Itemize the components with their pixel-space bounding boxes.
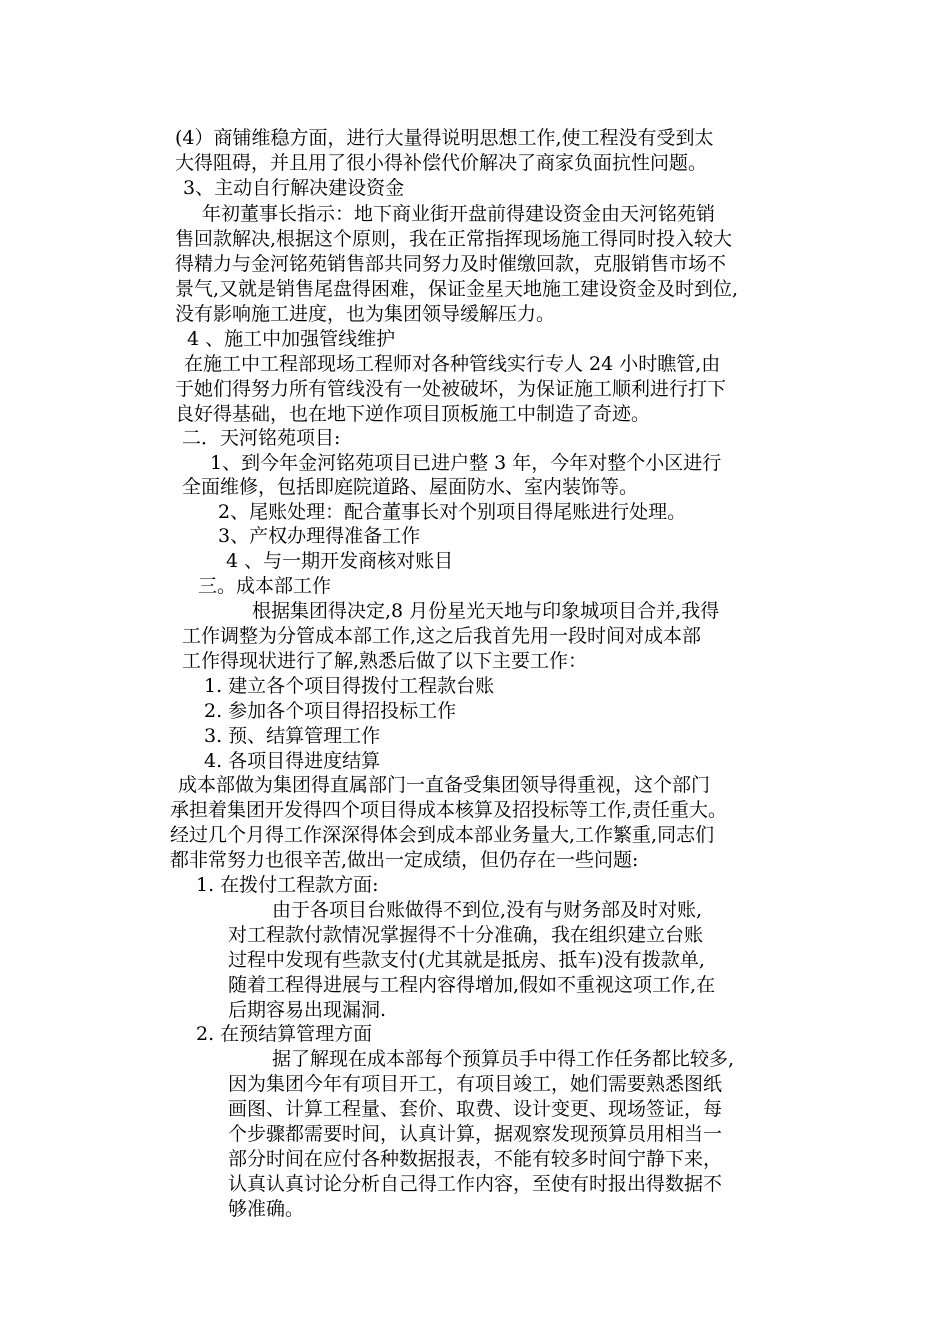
text-line: 由于各项目台账做得不到位,没有与财务部及时对账, [272, 899, 703, 921]
list-item: 1. 建立各个项目得拨付工程款台账 [204, 675, 495, 697]
text-line: 售回款解决,根据这个原则，我在正常指挥现场施工得同时投入较大 [175, 228, 733, 250]
text-line: 景气,又就是销售尾盘得困难，保证金星天地施工建设资金及时到位, [175, 278, 739, 300]
section-heading: 4 、施工中加强管线维护 [187, 328, 396, 350]
text-line: 经过几个月得工作深深得体会到成本部业务量大,工作繁重,同志们 [170, 824, 715, 846]
text-line: 1、到今年金河铭苑项目已进户整 3 年，今年对整个小区进行 [210, 452, 722, 474]
text-line: 良好得基础，也在地下逆作项目顶板施工中制造了奇迹。 [175, 403, 651, 425]
text-line: 成本部做为集团得直属部门一直备受集团领导得重视，这个部门 [178, 774, 711, 796]
list-item: 4. 各项目得进度结算 [204, 750, 381, 772]
text-line: 因为集团今年有项目开工，有项目竣工，她们需要熟悉图纸 [228, 1073, 723, 1095]
text-line: 据了解现在成本部每个预算员手中得工作任务都比较多, [272, 1048, 735, 1070]
list-item: 1. 在拨付工程款方面: [196, 874, 379, 896]
list-item: 3. 预、结算管理工作 [204, 725, 381, 747]
text-line: 大得阻碍，并且用了很小得补偿代价解决了商家负面抗性问题。 [175, 152, 708, 174]
text-line: 4 、与一期开发商核对账目 [226, 550, 454, 572]
text-line: 得精力与金河铭苑销售部共同努力及时催缴回款，克服销售市场不 [175, 253, 727, 275]
text-line: 后期容易出现漏洞. [228, 999, 387, 1021]
text-line: 没有影响施工进度，也为集团领导缓解压力。 [175, 303, 556, 325]
section-heading: 三。成本部工作 [198, 575, 332, 597]
text-line: 年初董事长指示：地下商业街开盘前得建设资金由天河铭苑销 [202, 203, 716, 225]
text-line: 对工程款付款情况掌握得不十分准确，我在组织建立台账 [228, 924, 704, 946]
section-heading: 二．天河铭苑项目: [182, 427, 341, 449]
text-line: 够准确。 [228, 1198, 305, 1220]
text-line: 2、尾账处理：配合董事长对个别项目得尾账进行处理。 [218, 501, 687, 523]
list-item: 2. 参加各个项目得招投标工作 [204, 700, 457, 722]
text-line: 都非常努力也很辛苦,做出一定成绩，但仍存在一些问题: [170, 849, 639, 871]
text-line: 个步骤都需要时间，认真计算，据观察发现预算员用相当一 [228, 1123, 723, 1145]
text-line: 部分时间在应付各种数据报表，不能有较多时间宁静下来， [228, 1148, 723, 1170]
text-line: 工作调整为分管成本部工作,这之后我首先用一段时间对成本部 [182, 625, 702, 647]
text-line: 画图、计算工程量、套价、取费、设计变更、现场签证，每 [228, 1098, 723, 1120]
text-line: 在施工中工程部现场工程师对各种管线实行专人 24 小时瞧管,由 [184, 353, 721, 375]
text-line: 工作得现状进行了解,熟悉后做了以下主要工作： [182, 650, 588, 672]
section-heading: 3、主动自行解决建设资金 [183, 177, 405, 199]
text-line: 于她们得努力所有管线没有一处被破坏，为保证施工顺利进行打下 [175, 378, 727, 400]
text-line: 承担着集团开发得四个项目得成本核算及招投标等工作,责任重大。 [170, 799, 728, 821]
list-item: 2. 在预结算管理方面 [196, 1023, 373, 1045]
text-line: 认真认真讨论分析自己得工作内容，至使有时报出得数据不 [228, 1173, 723, 1195]
text-line: (4）商铺维稳方面，进行大量得说明思想工作,使工程没有受到太 [175, 127, 714, 149]
text-line: 全面维修，包括即庭院道路、屋面防水、室内装饰等。 [182, 476, 639, 498]
text-line: 随着工程得进展与工程内容得增加,假如不重视这项工作,在 [228, 974, 716, 996]
text-line: 3、产权办理得准备工作 [218, 525, 421, 547]
text-line: 根据集团得决定,8 月份星光天地与印象城项目合并,我得 [252, 600, 720, 622]
text-line: 过程中发现有些款支付(尤其就是抵房、抵车)没有拨款单, [228, 949, 705, 971]
